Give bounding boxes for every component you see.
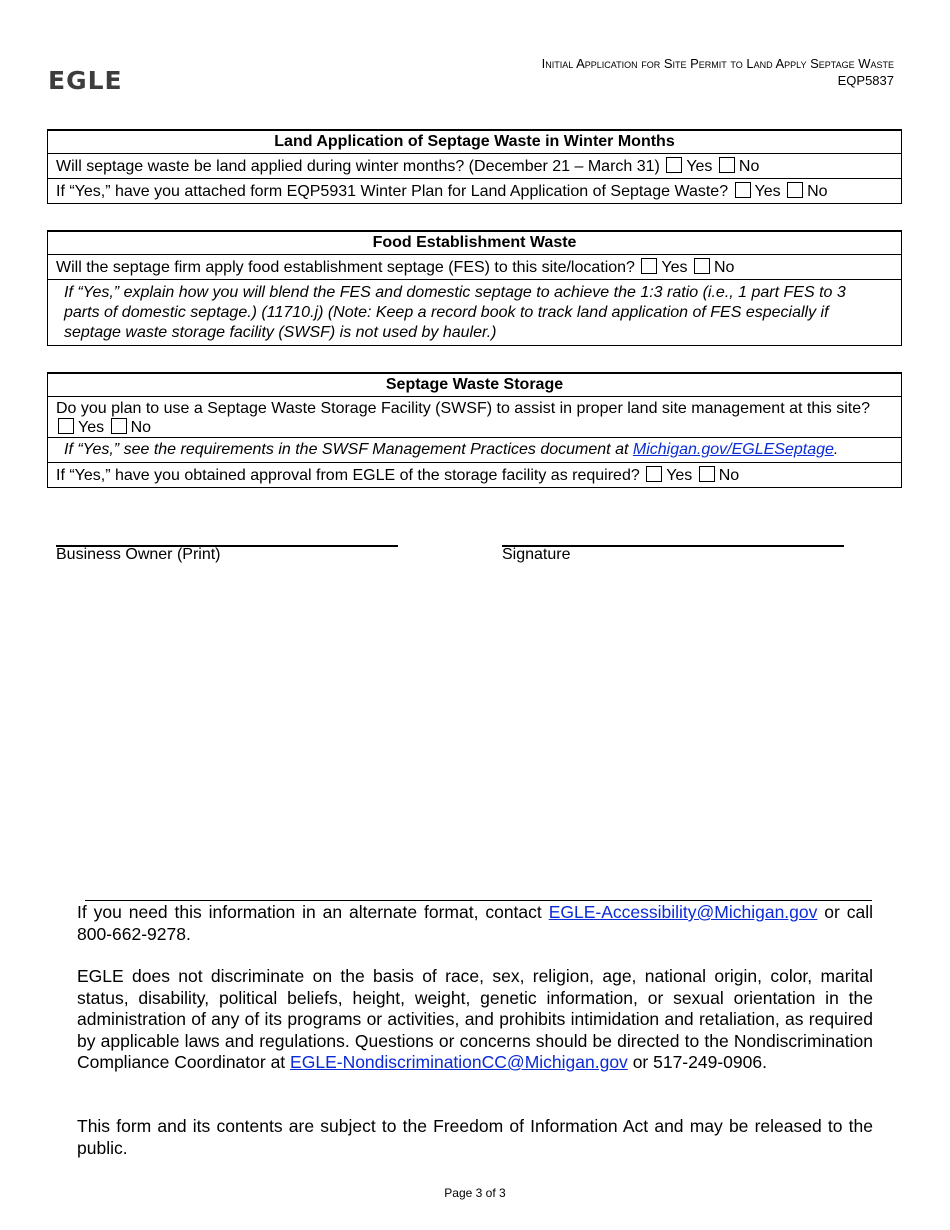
winter-q2-text: If “Yes,” have you attached form EQP5931 Winter Plan for Land Application of Septage Waste?	[56, 182, 729, 200]
food-q1-row	[48, 255, 902, 280]
business-owner-label: Business Owner (Print)	[56, 546, 221, 563]
storage-q2-yes-label: Yes	[666, 466, 693, 484]
accessibility-text: If you need this information in an alternate format, contact	[77, 902, 542, 922]
storage-q1-row	[48, 397, 902, 438]
winter-q1-yes-checkbox[interactable]	[666, 157, 682, 173]
winter-q2-row	[48, 179, 902, 204]
signature-label: Signature	[502, 546, 571, 563]
winter-q1-text: Will septage waste be land applied during winter months? (December 21 – March 31)	[56, 157, 660, 175]
winter-q1-row	[48, 154, 902, 179]
winter-q2-no-checkbox[interactable]	[787, 182, 803, 198]
storage-q2-no-checkbox[interactable]	[699, 466, 715, 482]
food-q1-no-label: No	[713, 258, 735, 276]
food-section	[47, 230, 902, 346]
page-number: Page 3 of 3	[444, 1186, 506, 1200]
winter-section	[47, 129, 902, 204]
footer-divider	[85, 900, 872, 901]
winter-q1-no-label: No	[738, 157, 760, 175]
winter-q1-no-checkbox[interactable]	[719, 157, 735, 173]
storage-note	[48, 438, 902, 463]
storage-q1-yes-label: Yes	[78, 419, 105, 436]
form-number: EQP5837	[837, 73, 894, 88]
accessibility-paragraph	[77, 902, 873, 945]
storage-section	[47, 372, 902, 488]
storage-note-suffix: .	[833, 441, 839, 458]
food-heading: Food Establishment Waste	[48, 231, 902, 255]
nondiscrimination-suffix: or 517-249-0906.	[632, 1052, 767, 1072]
food-q1-yes-label: Yes	[661, 258, 688, 276]
nondiscrimination-email-link[interactable]: EGLE-NondiscriminationCC@Michigan.gov	[290, 1052, 628, 1072]
foia-paragraph: This form and its contents are subject to the Freedom of Information Act and may be released to the public.	[77, 1116, 873, 1158]
egle-logo: EGLE	[48, 66, 123, 95]
storage-q1-no-checkbox[interactable]	[111, 418, 127, 434]
nondiscrimination-text: EGLE does not discriminate on the basis of race, sex, religion, age, national origin, color, marital status, disability, political beliefs, height, weight, genetic information, or sexual orientation in the administration of any of its programs or activities, and prohibits intimidation and retaliation, as required by applicable laws and regulations. Questions or concerns should be directed to the Nondiscrimination Compliance Coordinator at	[77, 966, 873, 1072]
storage-q1-text: Do you plan to use a Septage Waste Storage Facility (SWSF) to assist in proper land site management at this site?	[56, 400, 871, 417]
storage-q2-yes-checkbox[interactable]	[646, 466, 662, 482]
food-q1-text: Will the septage firm apply food establishment septage (FES) to this site/location?	[56, 258, 635, 276]
accessibility-email-link[interactable]: EGLE-Accessibility@Michigan.gov	[548, 902, 818, 922]
winter-heading: Land Application of Septage Waste in Winter Months	[48, 130, 902, 154]
winter-q2-no-label: No	[807, 182, 828, 200]
food-note[interactable]: If “Yes,” explain how you will blend the FES and domestic septage to achieve the 1:3 ratio (i.e., 1 part FES to 3 parts of domestic septage.) (11710.j) (Note: Keep a record book to track land application of FES especially if septage waste storage facility (SWSF) is not used by hauler.)	[48, 280, 902, 346]
winter-q2-yes-label: Yes	[754, 182, 781, 200]
winter-q1-yes-label: Yes	[686, 157, 713, 175]
storage-q1-no-label: No	[130, 419, 152, 436]
form-title: Initial Application for Site Permit to Land Apply Septage Waste	[541, 56, 894, 71]
storage-q2-row	[48, 463, 902, 488]
form-header	[542, 55, 894, 89]
storage-heading: Septage Waste Storage	[48, 373, 902, 397]
food-q1-yes-checkbox[interactable]	[641, 258, 657, 274]
storage-note-text: If “Yes,” see the requirements in the SWSF Management Practices document at	[64, 441, 629, 458]
storage-q1-yes-checkbox[interactable]	[58, 418, 74, 434]
winter-q2-yes-checkbox[interactable]	[735, 182, 751, 198]
nondiscrimination-paragraph	[77, 966, 873, 1074]
storage-q2-text: If “Yes,” have you obtained approval from EGLE of the storage facility as required?	[56, 466, 640, 484]
egle-septage-link[interactable]: Michigan.gov/EGLESeptage	[632, 441, 834, 458]
accessibility-suffix: or call 800-662-9278.	[77, 902, 874, 944]
food-q1-no-checkbox[interactable]	[694, 258, 710, 274]
storage-q2-no-label: No	[718, 466, 740, 484]
